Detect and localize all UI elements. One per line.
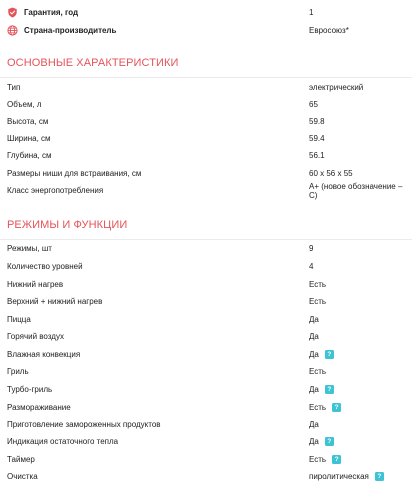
spec-row	[7, 165, 407, 182]
help-question-icon[interactable]: ?	[375, 472, 384, 481]
spec-label: Горячий воздух	[7, 332, 64, 341]
spec-value-text: Да	[309, 385, 319, 394]
spec-label: Пицца	[7, 315, 31, 324]
help-question-icon[interactable]: ?	[325, 385, 334, 394]
spec-row	[7, 468, 407, 485]
help-question-icon[interactable]: ?	[325, 350, 334, 359]
globe-icon	[7, 25, 18, 36]
spec-label: Размеры ниши для встраивания, см	[7, 169, 142, 178]
spec-label: Высота, см	[7, 117, 49, 126]
spec-value: Есть	[309, 367, 327, 376]
spec-label: Влажная конвекция	[7, 350, 81, 359]
spec-value: электрический	[309, 83, 364, 92]
spec-value: 59.4	[309, 134, 325, 143]
spec-row	[7, 147, 407, 164]
help-question-icon[interactable]: ?	[325, 437, 334, 446]
spec-value: 59.8	[309, 117, 325, 126]
spec-label: Класс энергопотребления	[7, 186, 104, 195]
help-question-icon[interactable]: ?	[332, 455, 341, 464]
spec-row	[7, 79, 407, 96]
spec-row	[7, 381, 407, 398]
spec-label: Приготовление замороженных продуктов	[7, 420, 161, 429]
spec-row	[7, 182, 407, 199]
spec-label: Очистка	[7, 472, 38, 481]
spec-row	[7, 416, 407, 433]
spec-row	[7, 363, 407, 380]
spec-row	[7, 258, 407, 275]
shield-check-icon	[7, 7, 18, 18]
spec-value-text: Есть	[309, 403, 327, 412]
spec-row	[7, 399, 407, 416]
spec-value	[309, 385, 334, 394]
spec-label: Тип	[7, 83, 21, 92]
section-title-main: ОСНОВНЫЕ ХАРАКТЕРИСТИКИ	[7, 57, 179, 69]
country-label: Страна-производитель	[24, 25, 117, 35]
country-value: Евросоюз*	[309, 25, 349, 35]
spec-value: Да	[309, 420, 319, 429]
spec-row	[7, 276, 407, 293]
spec-value: 56.1	[309, 151, 325, 160]
spec-value: 65	[309, 100, 318, 109]
spec-label: Ширина, см	[7, 134, 51, 143]
section-title-modes: РЕЖИМЫ И ФУНКЦИИ	[7, 219, 128, 231]
spec-label: Таймер	[7, 455, 35, 464]
spec-label: Количество уровней	[7, 262, 83, 271]
spec-value: 9	[309, 244, 314, 253]
spec-row	[7, 130, 407, 147]
spec-label: Объем, л	[7, 100, 42, 109]
spec-row	[7, 240, 407, 257]
spec-row	[7, 451, 407, 468]
country-row	[7, 21, 407, 39]
spec-label: Глубина, см	[7, 151, 52, 160]
spec-value: Да	[309, 332, 319, 341]
spec-label: Размораживание	[7, 403, 71, 412]
spec-value	[309, 403, 341, 412]
spec-row	[7, 113, 407, 130]
spec-value: Да	[309, 315, 319, 324]
spec-label: Нижний нагрев	[7, 280, 64, 289]
spec-value-text: пиролитическая	[309, 472, 369, 481]
spec-value-text: Есть	[309, 455, 327, 464]
spec-row	[7, 293, 407, 310]
warranty-row	[7, 3, 407, 21]
help-question-icon[interactable]: ?	[332, 403, 341, 412]
spec-label: Турбо-гриль	[7, 385, 53, 394]
spec-value-text: Да	[309, 350, 319, 359]
warranty-value: 1	[309, 7, 314, 17]
spec-row	[7, 433, 407, 450]
spec-value	[309, 437, 334, 446]
spec-row	[7, 311, 407, 328]
spec-value: 60 x 56 x 55	[309, 169, 353, 178]
spec-value-text: Да	[309, 437, 319, 446]
spec-value: Есть	[309, 280, 327, 289]
spec-label: Индикация остаточного тепла	[7, 437, 119, 446]
spec-value: A+ (новое обозначение – C)	[309, 181, 403, 200]
spec-value	[309, 455, 341, 464]
spec-value	[309, 350, 334, 359]
spec-value	[309, 472, 384, 481]
warranty-label: Гарантия, год	[24, 7, 79, 17]
spec-label: Гриль	[7, 367, 29, 376]
spec-row	[7, 96, 407, 113]
section-divider	[0, 77, 412, 78]
spec-value: Есть	[309, 297, 327, 306]
spec-value: 4	[309, 262, 314, 271]
spec-label: Режимы, шт	[7, 244, 52, 253]
spec-row	[7, 346, 407, 363]
spec-label: Верхний + нижний нагрев	[7, 297, 103, 306]
spec-row	[7, 328, 407, 345]
